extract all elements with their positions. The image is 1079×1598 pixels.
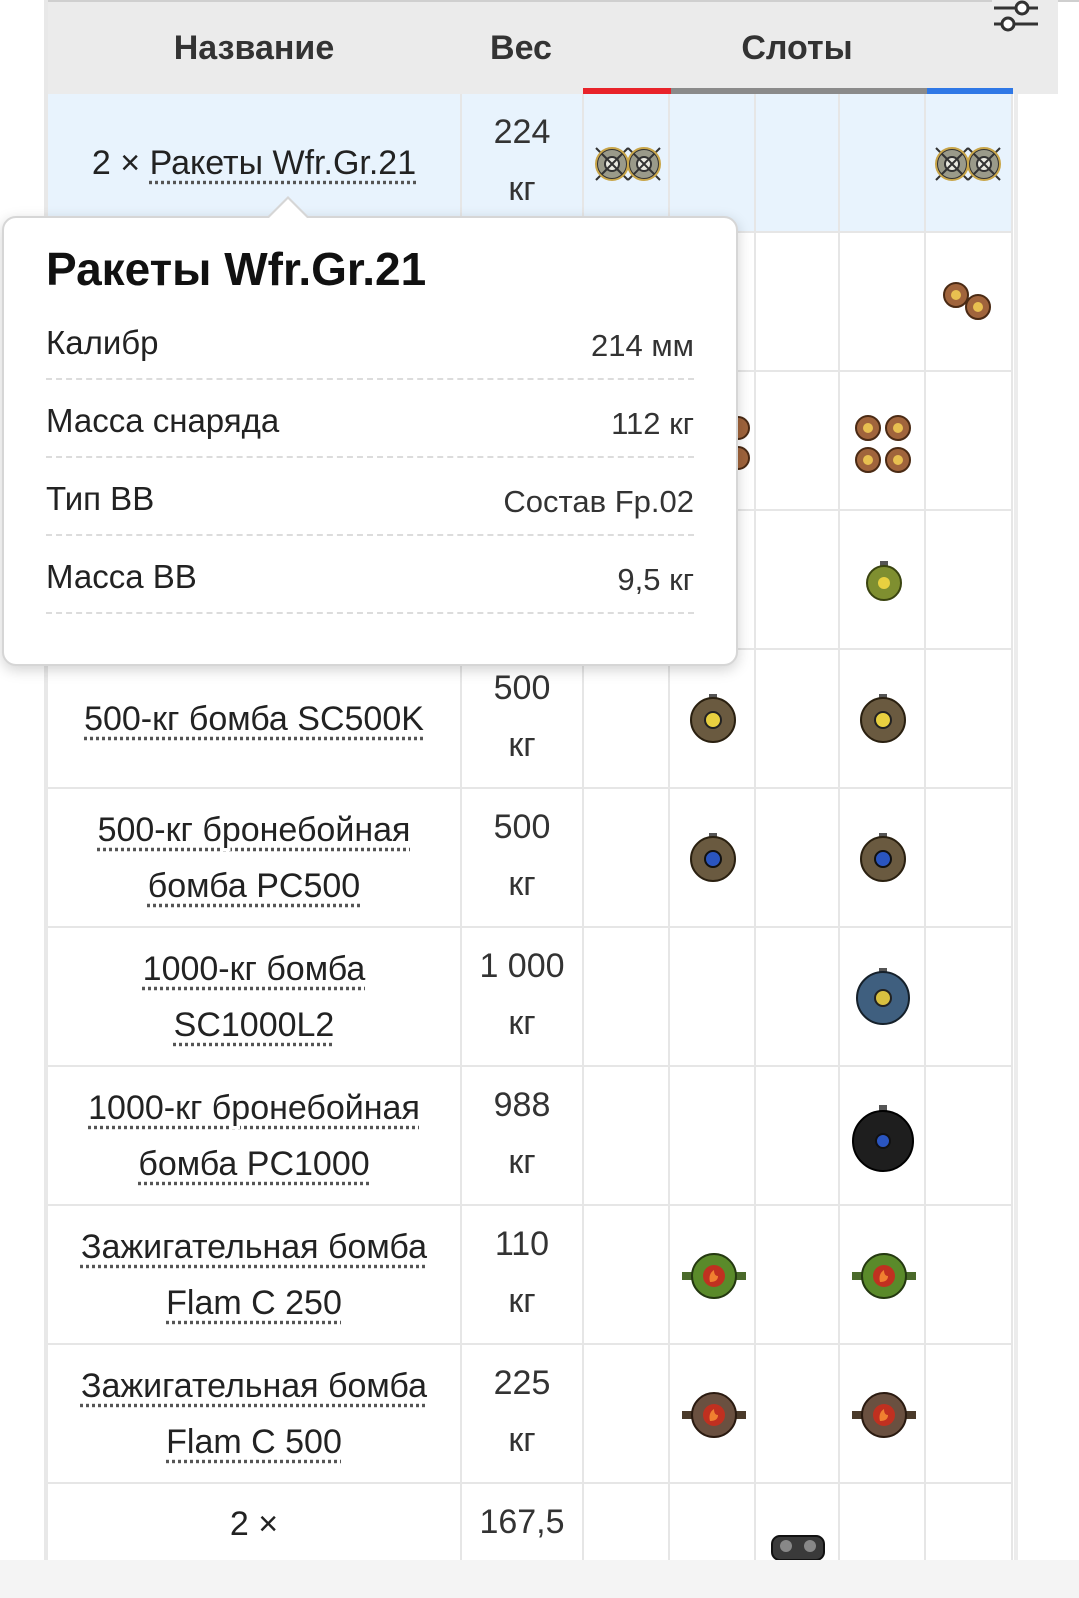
tooltip-label: Масса снаряда <box>46 402 280 439</box>
row-weight-unit: кг <box>508 865 536 903</box>
bomb-icon[interactable] <box>850 1103 916 1173</box>
filter-button[interactable] <box>992 0 1058 82</box>
row-weight: 988 <box>493 1086 551 1124</box>
row-name-link[interactable]: бомба PC500 <box>147 866 361 905</box>
row-weight-unit: кг <box>508 726 536 764</box>
row-weight-unit: кг <box>508 1282 536 1320</box>
weapon-tooltip <box>2 216 738 666</box>
table-row[interactable] <box>48 789 1013 928</box>
tooltip-value: 9,5 кг <box>617 562 694 597</box>
bomb-icon[interactable] <box>858 831 908 883</box>
row-count: 2 × <box>229 1505 279 1543</box>
incendiary-bomb-icon[interactable] <box>850 1248 918 1304</box>
row-weight: 225 <box>493 1364 551 1402</box>
row-name-link[interactable]: SC1000L2 <box>173 1005 335 1044</box>
tooltip-label: Тип ВВ <box>46 480 155 517</box>
table-row[interactable] <box>48 650 1013 789</box>
header-weight[interactable]: Вес <box>490 29 552 67</box>
header-name[interactable]: Название <box>173 29 335 67</box>
row-name-link[interactable]: 500-кг бомба SC500K <box>84 699 424 738</box>
table-row[interactable] <box>48 928 1013 1067</box>
table-row[interactable] <box>48 1484 1013 1560</box>
table-right-edge <box>1014 82 1018 1598</box>
incendiary-bomb-icon[interactable] <box>680 1248 748 1304</box>
tooltip-row-explosive-type <box>46 470 694 536</box>
incendiary-bomb-icon[interactable] <box>850 1387 918 1443</box>
bomb-icon[interactable] <box>854 966 912 1026</box>
tooltip-row-explosive-mass <box>46 548 694 614</box>
row-weight: 500 <box>493 808 551 846</box>
tooltip-value: Состав Fp.02 <box>503 484 694 519</box>
row-name-link[interactable]: Зажигательная бомба <box>80 1366 428 1405</box>
row-weight: 110 <box>494 1225 550 1263</box>
row-name-link[interactable]: 500-кг бронебойная <box>97 810 411 849</box>
incendiary-bomb-icon[interactable] <box>680 1387 748 1443</box>
tooltip-label: Масса ВВ <box>46 558 197 595</box>
row-weight-unit: кг <box>508 170 536 208</box>
tooltip-value: 112 кг <box>611 406 694 441</box>
table-row[interactable] <box>48 1067 1013 1206</box>
row-name-link[interactable]: Flam C 500 <box>166 1422 342 1461</box>
row-count: 2 × <box>91 143 150 182</box>
tooltip-title: Ракеты Wfr.Gr.21 <box>46 243 427 295</box>
row-weight: 500 <box>493 669 551 707</box>
bottom-bar <box>0 1560 1079 1598</box>
tooltip-row-caliber <box>46 314 694 380</box>
row-weight-unit: кг <box>508 1421 536 1459</box>
bomb-icon[interactable] <box>858 692 908 744</box>
bomb-icon[interactable] <box>688 692 738 744</box>
tooltip-value: 214 мм <box>591 328 694 363</box>
bomb-icon[interactable] <box>852 412 914 476</box>
table-row[interactable] <box>48 1345 1013 1484</box>
row-name-link[interactable]: бомба PC1000 <box>138 1144 370 1183</box>
row-name-link[interactable]: 1000-кг бомба <box>142 949 366 988</box>
tooltip-row-shell-mass <box>46 392 694 458</box>
bomb-icon[interactable] <box>688 831 738 883</box>
row-name-link[interactable]: Зажигательная бомба <box>80 1227 428 1266</box>
row-name-link[interactable]: Ракеты Wfr.Gr.21 <box>149 143 417 182</box>
filter-icon <box>992 0 1040 40</box>
bomb-icon[interactable] <box>940 277 996 323</box>
bomb-icon[interactable] <box>864 559 904 603</box>
rocket-icon[interactable] <box>932 142 1004 186</box>
row-weight: 167,5 <box>479 1503 565 1541</box>
tooltip-label: Калибр <box>46 324 159 361</box>
header-slots: Слоты <box>741 29 853 67</box>
row-name-link[interactable]: 1000-кг бронебойная <box>88 1088 420 1127</box>
row-name-link[interactable]: Flam C 250 <box>166 1283 342 1322</box>
row-weight-unit: кг <box>508 1004 536 1042</box>
rocket-icon[interactable] <box>592 142 664 186</box>
table-header <box>48 2 1058 94</box>
row-weight: 1 000 <box>479 947 565 985</box>
gun-pod-icon[interactable] <box>768 1530 828 1560</box>
table-row[interactable] <box>48 94 1013 233</box>
table-row[interactable] <box>48 1206 1013 1345</box>
row-weight-unit: кг <box>508 1143 536 1181</box>
row-weight: 224 <box>493 113 551 151</box>
